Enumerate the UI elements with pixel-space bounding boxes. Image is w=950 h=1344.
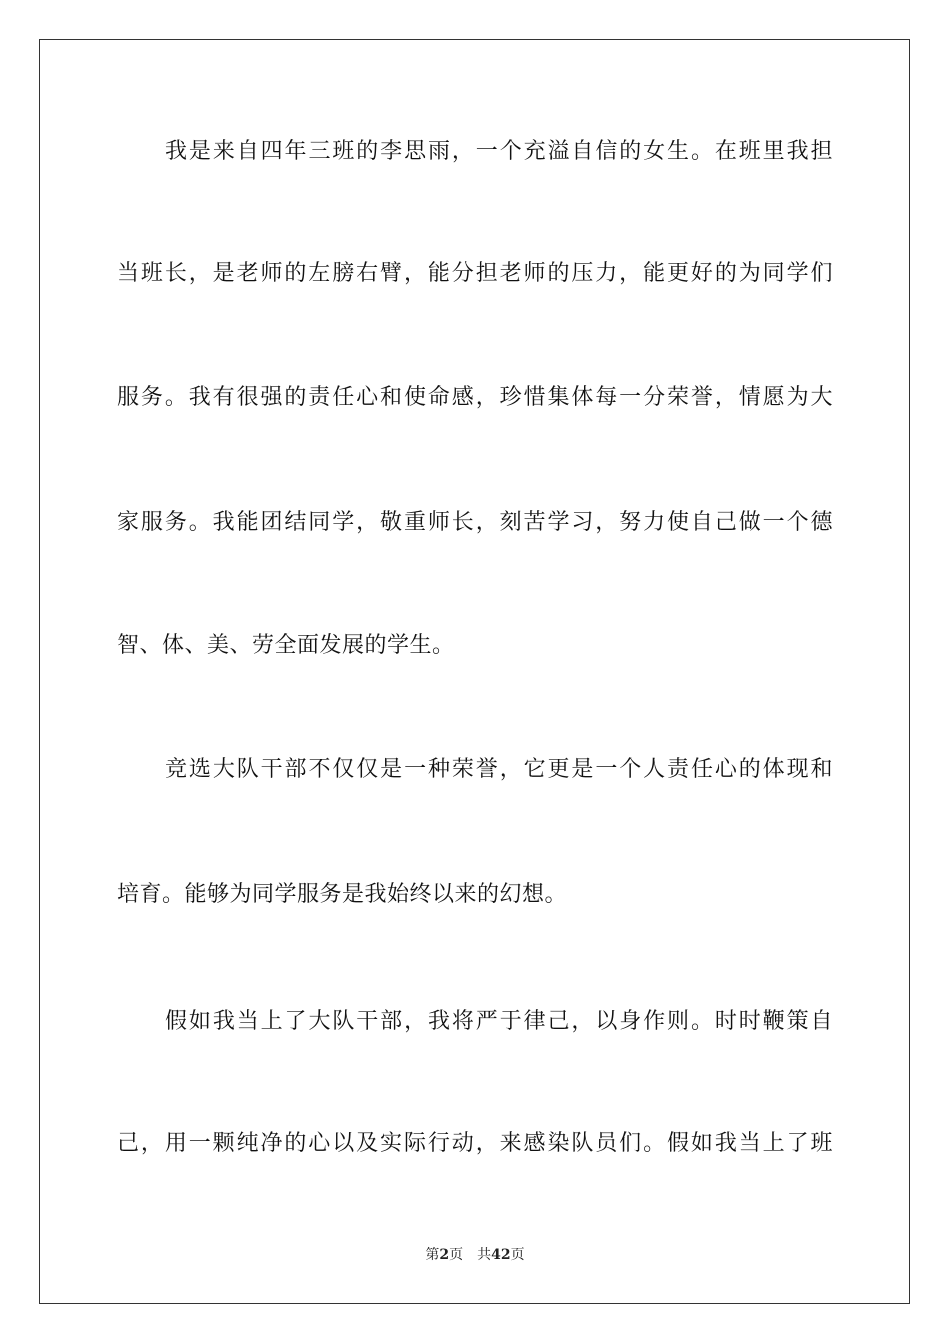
page-number: 2 (439, 1247, 450, 1263)
total-suffix: 页 (510, 1247, 525, 1263)
paragraph-1-line-5: 智、体、美、劳全面发展的学生。 (117, 633, 455, 658)
paragraph-2-line-2: 培育。能够为同学服务是我始终以来的幻想。 (117, 882, 568, 907)
total-prefix: 共 (477, 1247, 492, 1263)
paragraph-3-line-2: 己，用一颗纯净的心以及实际行动，来感染队员们。假如我当上了班 (117, 1131, 833, 1156)
paragraph-1-line-2: 当班长，是老师的左膀右臂，能分担老师的压力，能更好的为同学们 (117, 261, 833, 286)
page-suffix: 页 (449, 1247, 464, 1263)
paragraph-2-line-1: 竞选大队干部不仅仅是一种荣誉，它更是一个人责任心的体现和 (165, 757, 833, 782)
paragraph-1-line-1: 我是来自四年三班的李思雨，一个充溢自信的女生。在班里我担 (165, 139, 833, 164)
page-border (39, 39, 910, 1304)
paragraph-1-line-4: 家服务。我能团结同学，敬重师长，刻苦学习，努力使自己做一个德 (117, 510, 833, 535)
paragraph-1-line-3: 服务。我有很强的责任心和使命感，珍惜集体每一分荣誉，情愿为大 (117, 385, 833, 410)
total-pages: 42 (491, 1247, 511, 1263)
paragraph-3-line-1: 假如我当上了大队干部，我将严于律己，以身作则。时时鞭策自 (165, 1009, 833, 1034)
page-footer (0, 1245, 950, 1265)
page-prefix: 第 (425, 1247, 440, 1263)
